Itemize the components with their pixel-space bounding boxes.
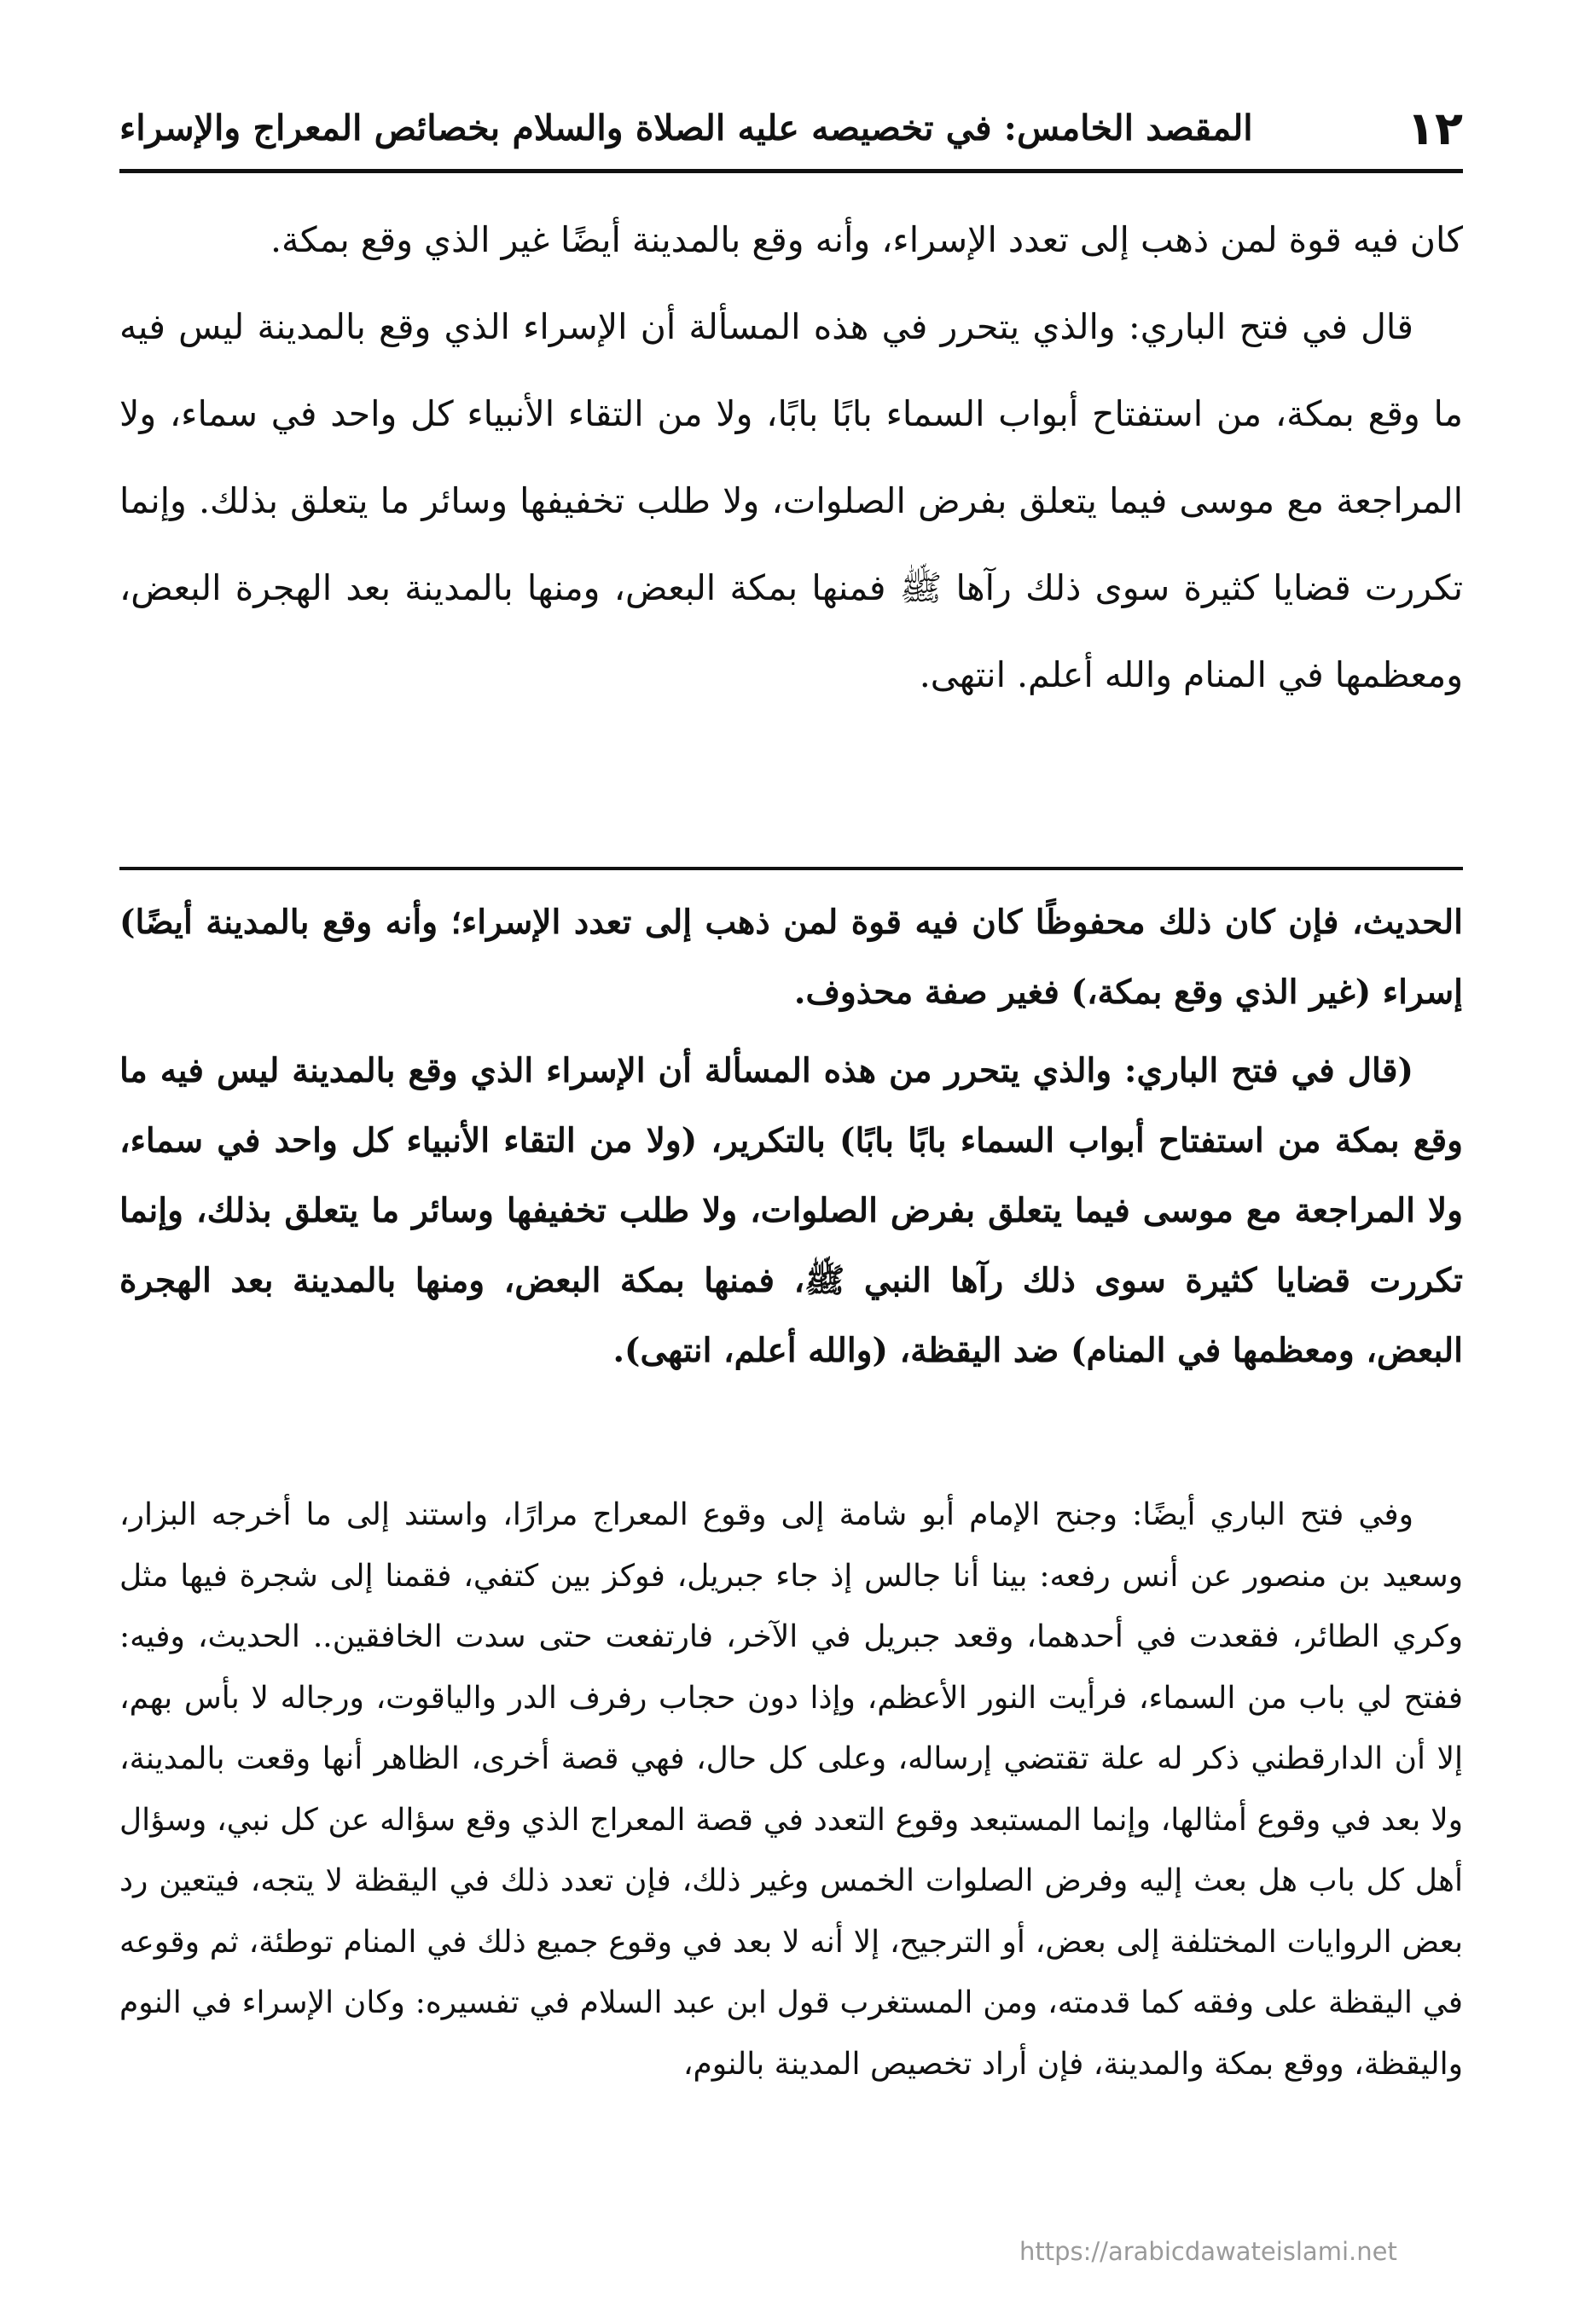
commentary-paragraph-2: (قال في فتح الباري: والذي يتحرر من هذه المسألة أن الإسراء الذي وقع بالمدينة ليس فيه ما وقع بمكة من استفتاح أبواب السماء بابًا بابًا) بالتكرير، (ولا من التقاء الأنبياء كل واحد في سماء، ولا المراجعة مع موسى فيما يتعلق بفرض الصلوات، ولا طلب تخفيفها وسائر ما يتعلق بذلك، وإنما تكررت قضايا كثيرة سوى ذلك رآها النبي ﷺ، فمنها بمكة البعض، ومنها بالمدينة بعد الهجرة البعض، ومعظمها في المنام) ضد اليقظة، (والله أعلم، انتهى). bbox=[119, 1051, 1463, 1370]
commentary-paragraph-3: وفي فتح الباري أيضًا: وجنح الإمام أبو شامة إلى وقوع المعراج مرارًا، واستند إلى ما أخرجه البزار، وسعيد بن منصور عن أنس رفعه: بينا أنا جالس إذ جاء جبريل، فوكز بين كتفي، فقمنا إلى شجرة فيها مثل وكري الطائر، فقعدت في أحدهما، وقعد جبريل في الآخر، فارتفعت حتى سدت الخافقين.. الحديث، وفيه: ففتح لي باب من السماء، فرأيت النور الأعظم، وإذا دون حجاب رفرف الدر والياقوت، ورجاله لا بأس بهم، إلا أن الدارقطني ذكر له علة تقتضي إرساله، وعلى كل حال، فهي قصة أخرى، الظاهر أنها وقعت بالمدينة، ولا بعد في وقوع أمثالها، وإنما المستبعد وقوع التعدد في قصة المعراج الذي وقع سؤاله عن كل نبي، وسؤال أهل كل باب هل بعث إليه وفرض الصلوات الخمس وغير ذلك، فإن تعدد ذلك في اليقظة لا يتجه، فيتعين رد بعض الروايات المختلفة إلى بعض، أو الترجيح، إلا أنه لا بعد في وقوع جميع ذلك في المنام توطئة، ثم وقوعه في اليقظة على وفقه كما قدمته، ومن المستغرب قول ابن عبد السلام في تفسيره: وكان الإسراء في النوم واليقظة، ووقع بمكة والمدينة، فإن أراد تخصيص المدينة بالنوم، bbox=[119, 1497, 1463, 2082]
commentary-paragraph-1: الحديث، فإن كان ذلك محفوظًا كان فيه قوة لمن ذهب إلى تعدد الإسراء؛ وأنه وقع بالمدينة أيضًا) إسراء (غير الذي وقع بمكة،) فغير صفة محذوف. bbox=[119, 903, 1463, 1012]
header-rule bbox=[119, 169, 1463, 173]
chapter-title: المقصد الخامس: في تخصيصه عليه الصلاة والسلام بخصائص المعراج والإسراء bbox=[119, 107, 1253, 148]
running-header bbox=[119, 90, 1463, 166]
main-text-paragraph-1: كان فيه قوة لمن ذهب إلى تعدد الإسراء، وأنه وقع بالمدينة أيضًا غير الذي وقع بمكة. bbox=[270, 219, 1463, 260]
main-text-paragraph-2: قال في فتح الباري: والذي يتحرر في هذه المسألة أن الإسراء الذي وقع بالمدينة ليس فيه ما وقع بمكة، من استفتاح أبواب السماء بابًا بابًا، ولا من التقاء الأنبياء كل واحد في سماء، ولا المراجعة مع موسى فيما يتعلق بفرض الصلوات، ولا طلب تخفيفها وسائر ما يتعلق بذلك. وإنما تكررت قضايا كثيرة سوى ذلك رآها ﷺ فمنها بمكة البعض، ومنها بالمدينة بعد الهجرة البعض، ومعظمها في المنام والله أعلم. انتهى. bbox=[119, 306, 1463, 695]
watermark-url: https://arabicdawateislami.net bbox=[1019, 2237, 1397, 2266]
commentary-bold bbox=[119, 887, 1463, 1386]
main-text bbox=[119, 196, 1463, 718]
section-divider bbox=[119, 867, 1463, 870]
page-number: ١٢ bbox=[1407, 101, 1463, 155]
commentary-regular bbox=[119, 1484, 1463, 2095]
